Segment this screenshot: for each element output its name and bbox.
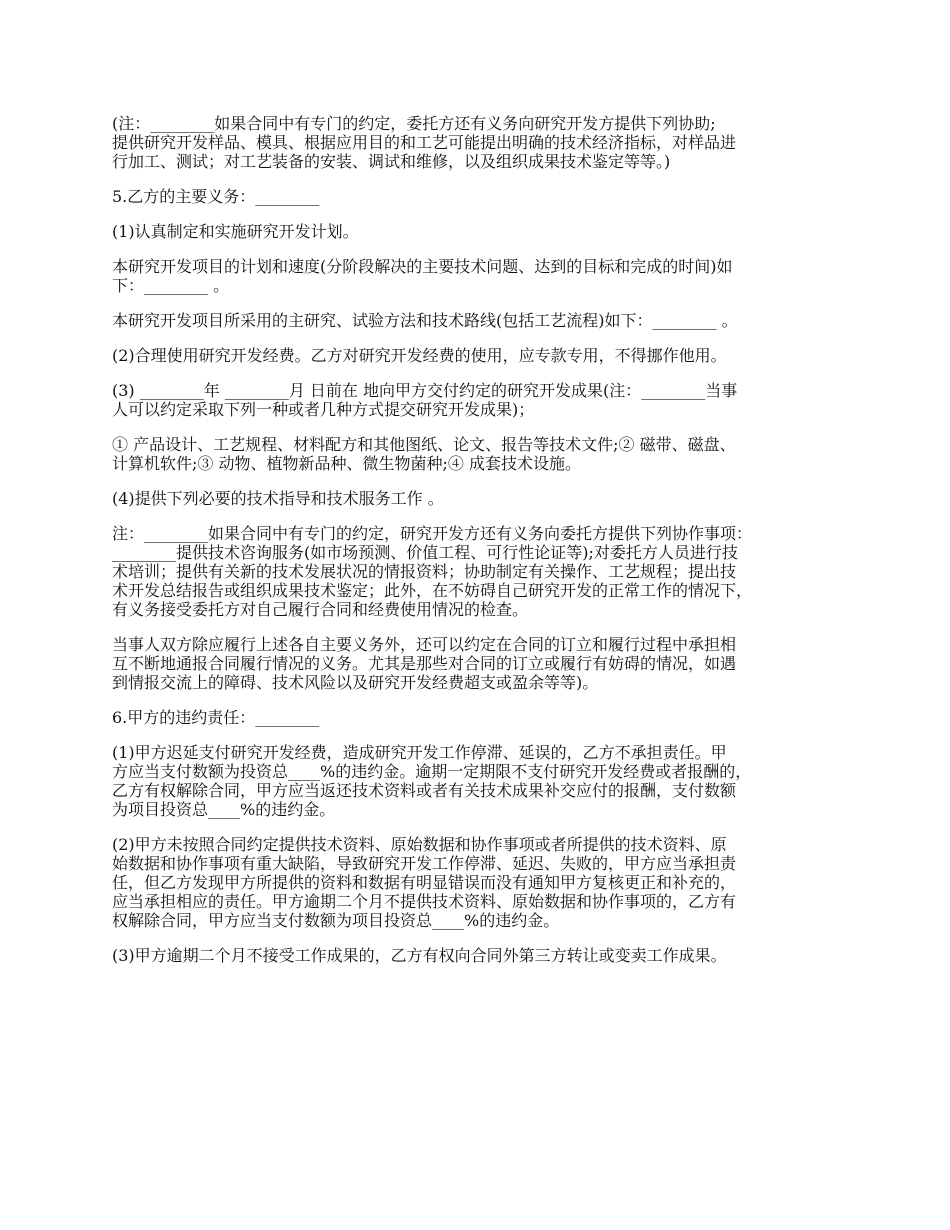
text-line: 有义务接受委托方对自己履行合同和经费使用情况的检查。 [112, 600, 529, 619]
text-line: 到情报交流上的障碍、技术风险以及研究开发经费超支或盈余等等)。 [112, 673, 599, 692]
text-line: (1)认真制定和实施研究开发计划。 [112, 222, 359, 241]
text-line: (注：________如果合同中有专门的约定，委托方还有义务向研究开发方提供下列协助; [112, 114, 716, 133]
paragraph [112, 222, 852, 241]
text-line: (1)甲方迟延支付研究开发经费，造成研究开发工作停滞、延误的，乙方不承担责任。甲 [112, 743, 727, 762]
text-line: 提供研究开发样品、模具、根据应用目的和工艺可能提出明确的技术经济指标，对样品进 [112, 133, 737, 152]
text-line: 下：________ 。 [112, 276, 230, 295]
text-line: 方应当支付数额为投资总____%的违约金。逾期一定期限不支付研究开发经费或者报酬的， [112, 762, 752, 781]
text-line: ________提供技术咨询服务(如市场预测、价值工程、可行性论证等);对委托方人员进行技 [112, 543, 738, 562]
paragraph [112, 346, 852, 365]
paragraph [112, 743, 852, 819]
paragraph [112, 489, 852, 508]
text-line: (2)合理使用研究开发经费。乙方对研究开发经费的使用，应专款专用，不得挪作他用。 [112, 346, 727, 365]
text-line: 为项目投资总____%的违约金。 [112, 800, 336, 819]
text-line: 行加工、测试；对工艺装备的安装、调试和维修，以及组织成果技术鉴定等等。) [112, 152, 671, 171]
paragraph [112, 435, 852, 473]
text-line: 应当承担相应的责任。甲方逾期二个月不提供技术资料、原始数据和协作事项的，乙方有 [112, 892, 737, 911]
text-line: (4)提供下列必要的技术指导和技术服务工作 。 [112, 489, 444, 508]
paragraph [112, 835, 852, 930]
text-line: 当事人双方除应履行上述各自主要义务外，还可以约定在合同的订立和履行过程中承担相 [112, 635, 737, 654]
paragraph [112, 381, 852, 419]
text-line: 权解除合同，甲方应当支付数额为项目投资总____%的违约金。 [112, 911, 560, 930]
text-line: (2)甲方未按照合同约定提供技术资料、原始数据和协作事项或者所提供的技术资料、原 [112, 835, 727, 854]
text-line: 注：________如果合同中有专门的约定，研究开发方还有义务向委托方提供下列协作事项： [112, 524, 753, 543]
text-line: 互不断地通报合同履行情况的义务。尤其是那些对合同的订立或履行有妨碍的情况，如遇 [112, 654, 737, 673]
text-line: 乙方有权解除合同，甲方应当返还技术资料或者有关技术成果补交应付的报酬，支付数额 [112, 781, 737, 800]
paragraph [112, 708, 852, 727]
text-line: 任，但乙方发现甲方所提供的资料和数据有明显错误而没有通知甲方复核更正和补充的， [112, 873, 737, 892]
paragraph [112, 187, 852, 206]
paragraph [112, 257, 852, 295]
text-line: 本研究开发项目所采用的主研究、试验方法和技术路线(包括工艺流程)如下：________ 。 [112, 311, 738, 330]
paragraph [112, 524, 852, 619]
text-line: 人可以约定采取下列一种或者几种方式提交研究开发成果)； [112, 400, 535, 419]
paragraph [112, 114, 852, 171]
text-line: 6.甲方的违约责任：________ [112, 708, 320, 727]
document-page [112, 114, 852, 981]
paragraph [112, 946, 852, 965]
text-line: 计算机软件;③ 动物、植物新品种、微生物菌种;④ 成套技术设施。 [112, 454, 581, 473]
text-line: 术培训；提供有关新的技术发展状况的情报资料；协助制定有关操作、工艺规程；提出技 [112, 562, 737, 581]
text-line: 术开发总结报告或组织成果技术鉴定；此外，在不妨碍自己研究开发的正常工作的情况下， [112, 581, 753, 600]
text-line: 本研究开发项目的计划和速度(分阶段解决的主要技术问题、达到的目标和完成的时间)如 [112, 257, 733, 276]
text-line: (3) ________年 ________月 日前在 地向甲方交付约定的研究开发成果(注：________当事 [112, 381, 738, 400]
paragraph [112, 311, 852, 330]
text-line: (3)甲方逾期二个月不接受工作成果的，乙方有权向合同外第三方转让或变卖工作成果。 [112, 946, 727, 965]
paragraph [112, 635, 852, 692]
text-line: 始数据和协作事项有重大缺陷，导致研究开发工作停滞、延迟、失败的，甲方应当承担责 [112, 854, 737, 873]
text-line: 5.乙方的主要义务：________ [112, 187, 320, 206]
text-line: ① 产品设计、工艺规程、材料配方和其他图纸、论文、报告等技术文件;② 磁带、磁盘、 [112, 435, 736, 454]
